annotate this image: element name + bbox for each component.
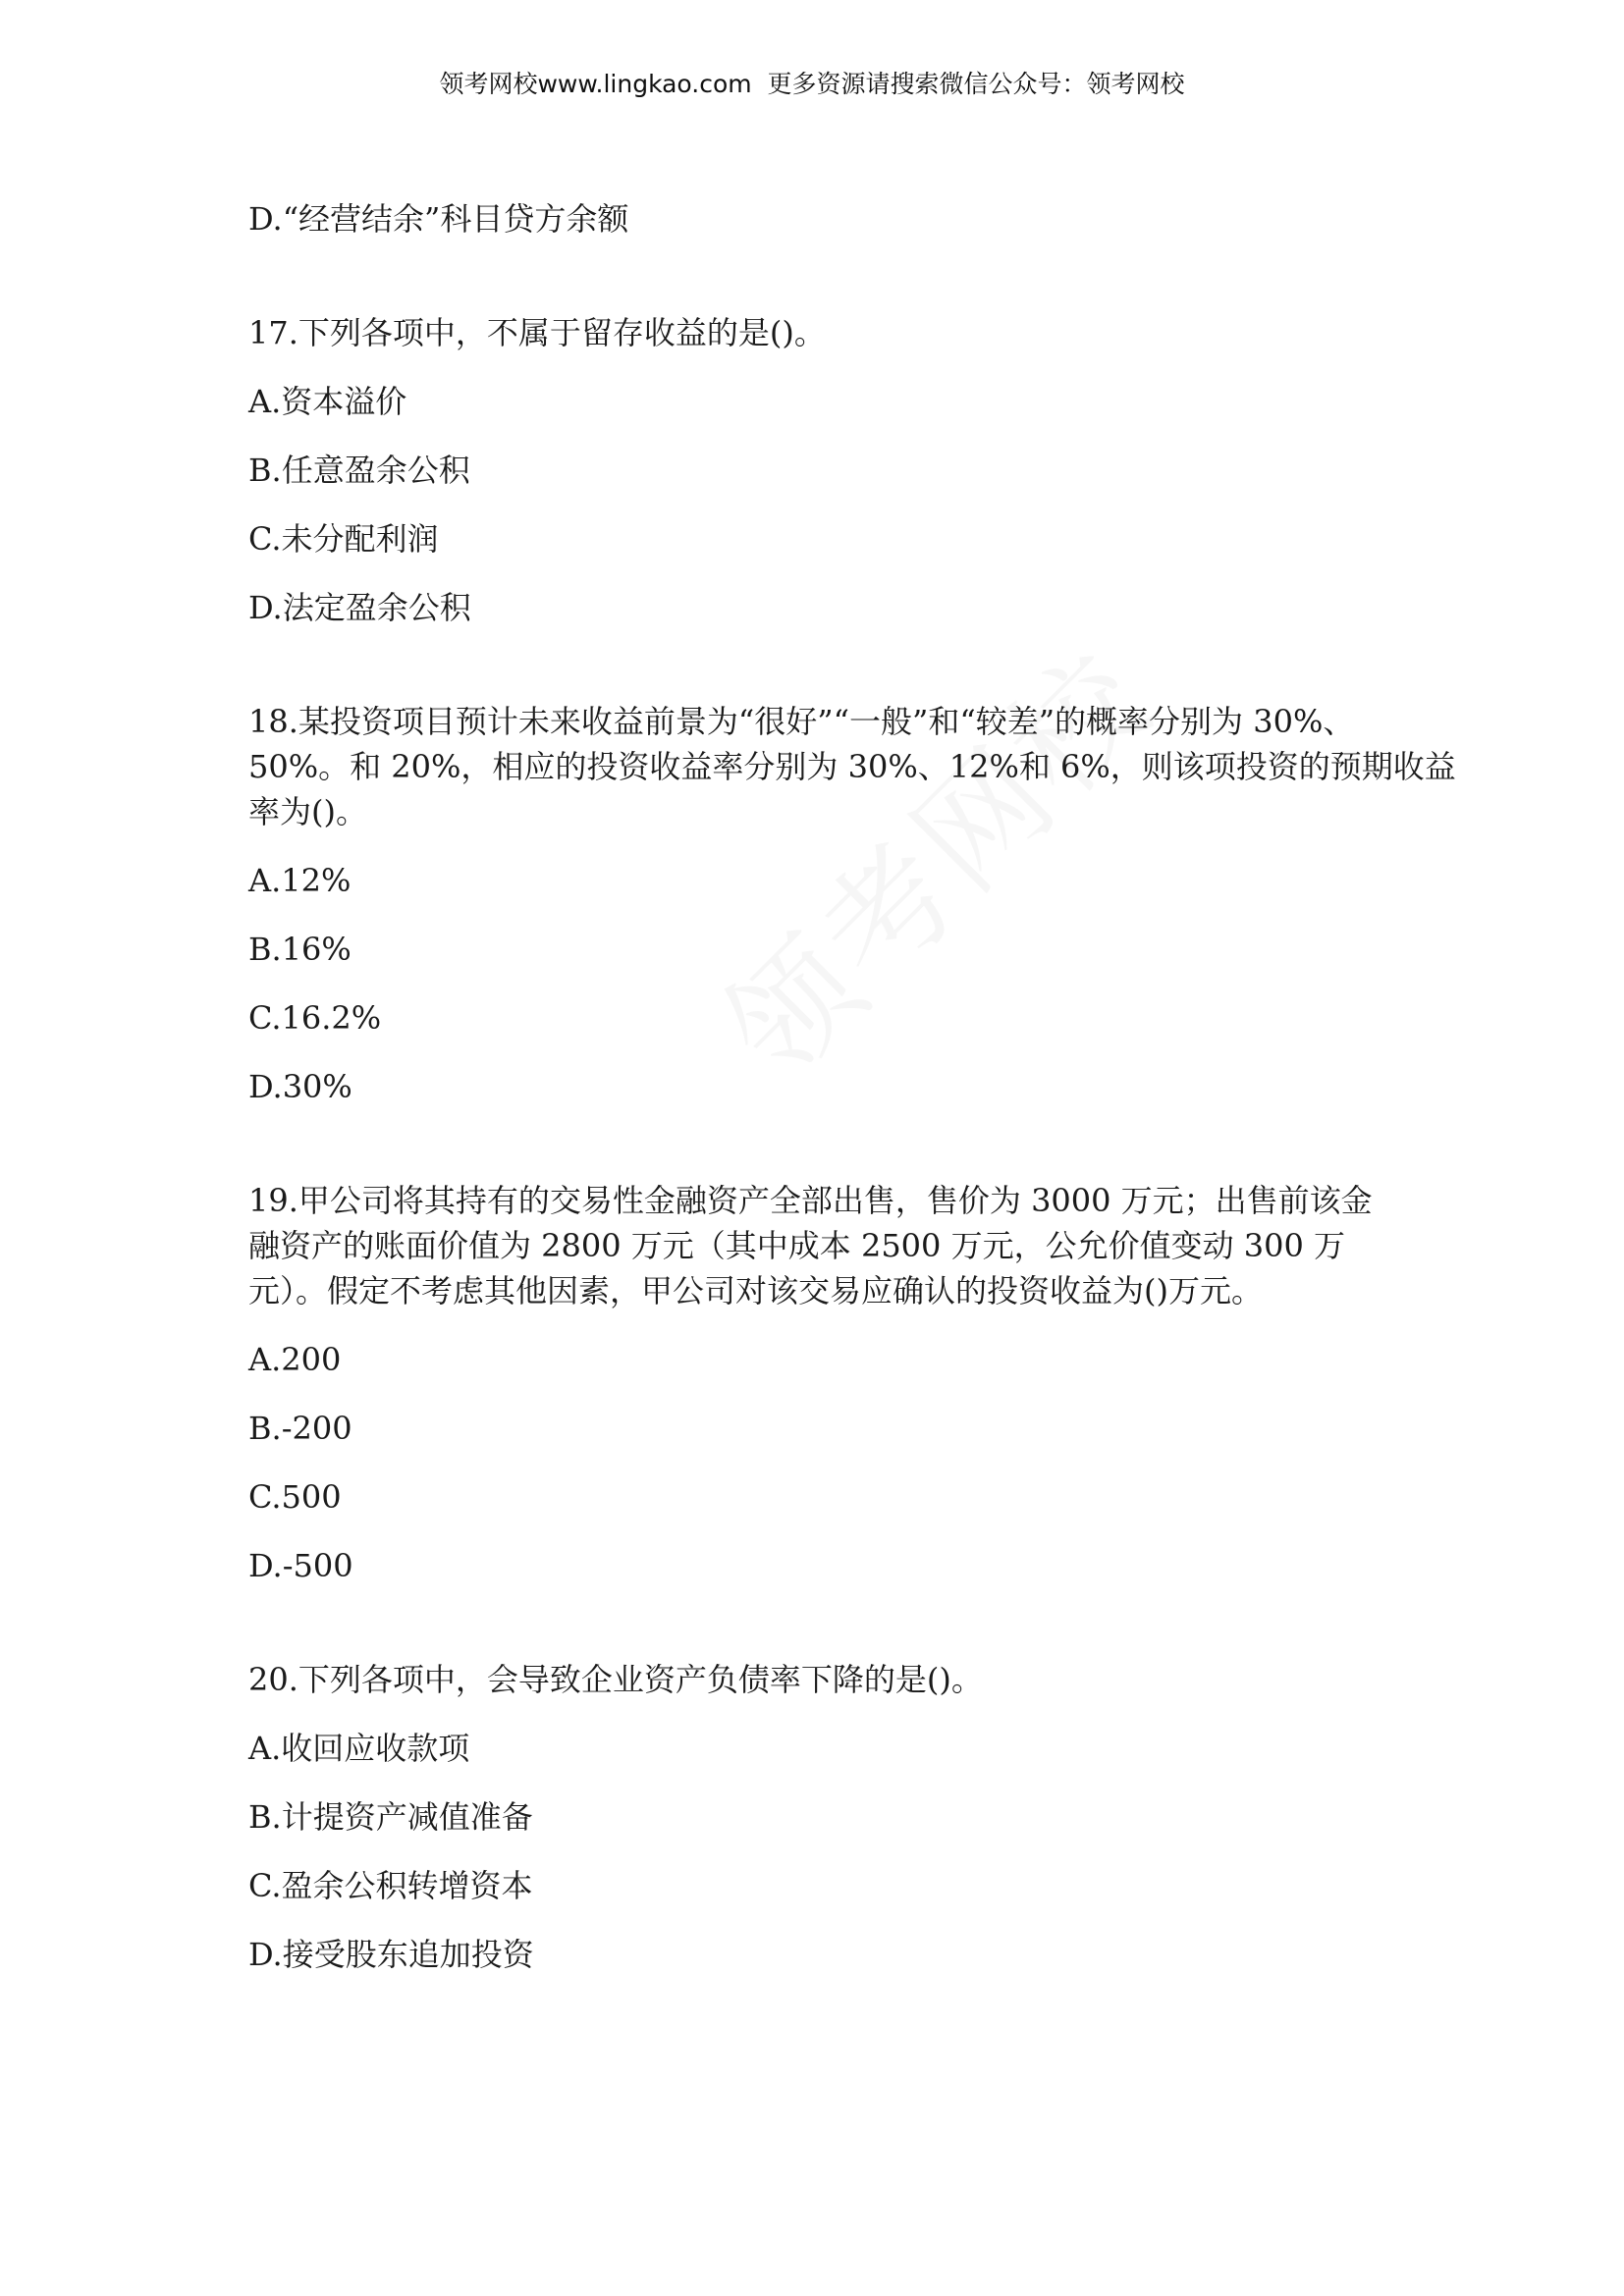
question-stem-line: 19.甲公司将其持有的交易性金融资产全部出售，售价为 3000 万元；出售前该金 (248, 1182, 1373, 1219)
option-b: B.16% (248, 931, 352, 968)
option-c: C.盈余公积转增资本 (248, 1867, 533, 1904)
option-a: A.200 (248, 1341, 342, 1378)
question-stem-line: 融资产的账面价值为 2800 万元（其中成本 2500 万元，公允价值变动 300 万 (248, 1227, 1345, 1264)
option-c: C.16.2% (248, 999, 382, 1037)
option-a: A.资本溢价 (248, 383, 407, 420)
option-b: B.任意盈余公积 (248, 452, 470, 489)
option-b: B.计提资产减值准备 (248, 1798, 533, 1836)
option-c: C.500 (248, 1478, 342, 1516)
option-a: A.12% (248, 862, 352, 899)
option-a: A.收回应收款项 (248, 1730, 470, 1767)
option-b: B.-200 (248, 1410, 352, 1447)
question-20 (248, 1657, 1387, 1977)
question-stem-line: 率为()。 (248, 793, 367, 830)
leading-option: D.“经营结余”科目贷方余额 (248, 200, 629, 238)
option-d: D.法定盈余公积 (248, 589, 471, 626)
option-d: D.接受股东追加投资 (248, 1936, 534, 1973)
question-17 (248, 310, 1387, 630)
question-19 (248, 1178, 1387, 1588)
question-stem-line: 50%。和 20%，相应的投资收益率分别为 30%、12%和 6%，则该项投资的预期收益 (248, 748, 1456, 785)
question-stem-line: 18.某投资项目预计未来收益前景为“很好”“一般”和“较差”的概率分别为 30%、 (248, 703, 1355, 740)
question-stem-line: 17.下列各项中，不属于留存收益的是()。 (248, 314, 826, 351)
question-18 (248, 699, 1456, 1109)
question-stem-line: 元）。假定不考虑其他因素，甲公司对该交易应确认的投资收益为()万元。 (248, 1272, 1263, 1309)
document-body (248, 196, 1456, 1977)
page-header: 领考网校www.lingkao.com 更多资源请搜索微信公众号：领考网校 (439, 70, 1185, 98)
option-d: D.-500 (248, 1547, 353, 1584)
question-stem-line: 20.下列各项中，会导致企业资产负债率下降的是()。 (248, 1661, 983, 1698)
option-c: C.未分配利润 (248, 520, 439, 558)
option-d: D.30% (248, 1068, 352, 1105)
